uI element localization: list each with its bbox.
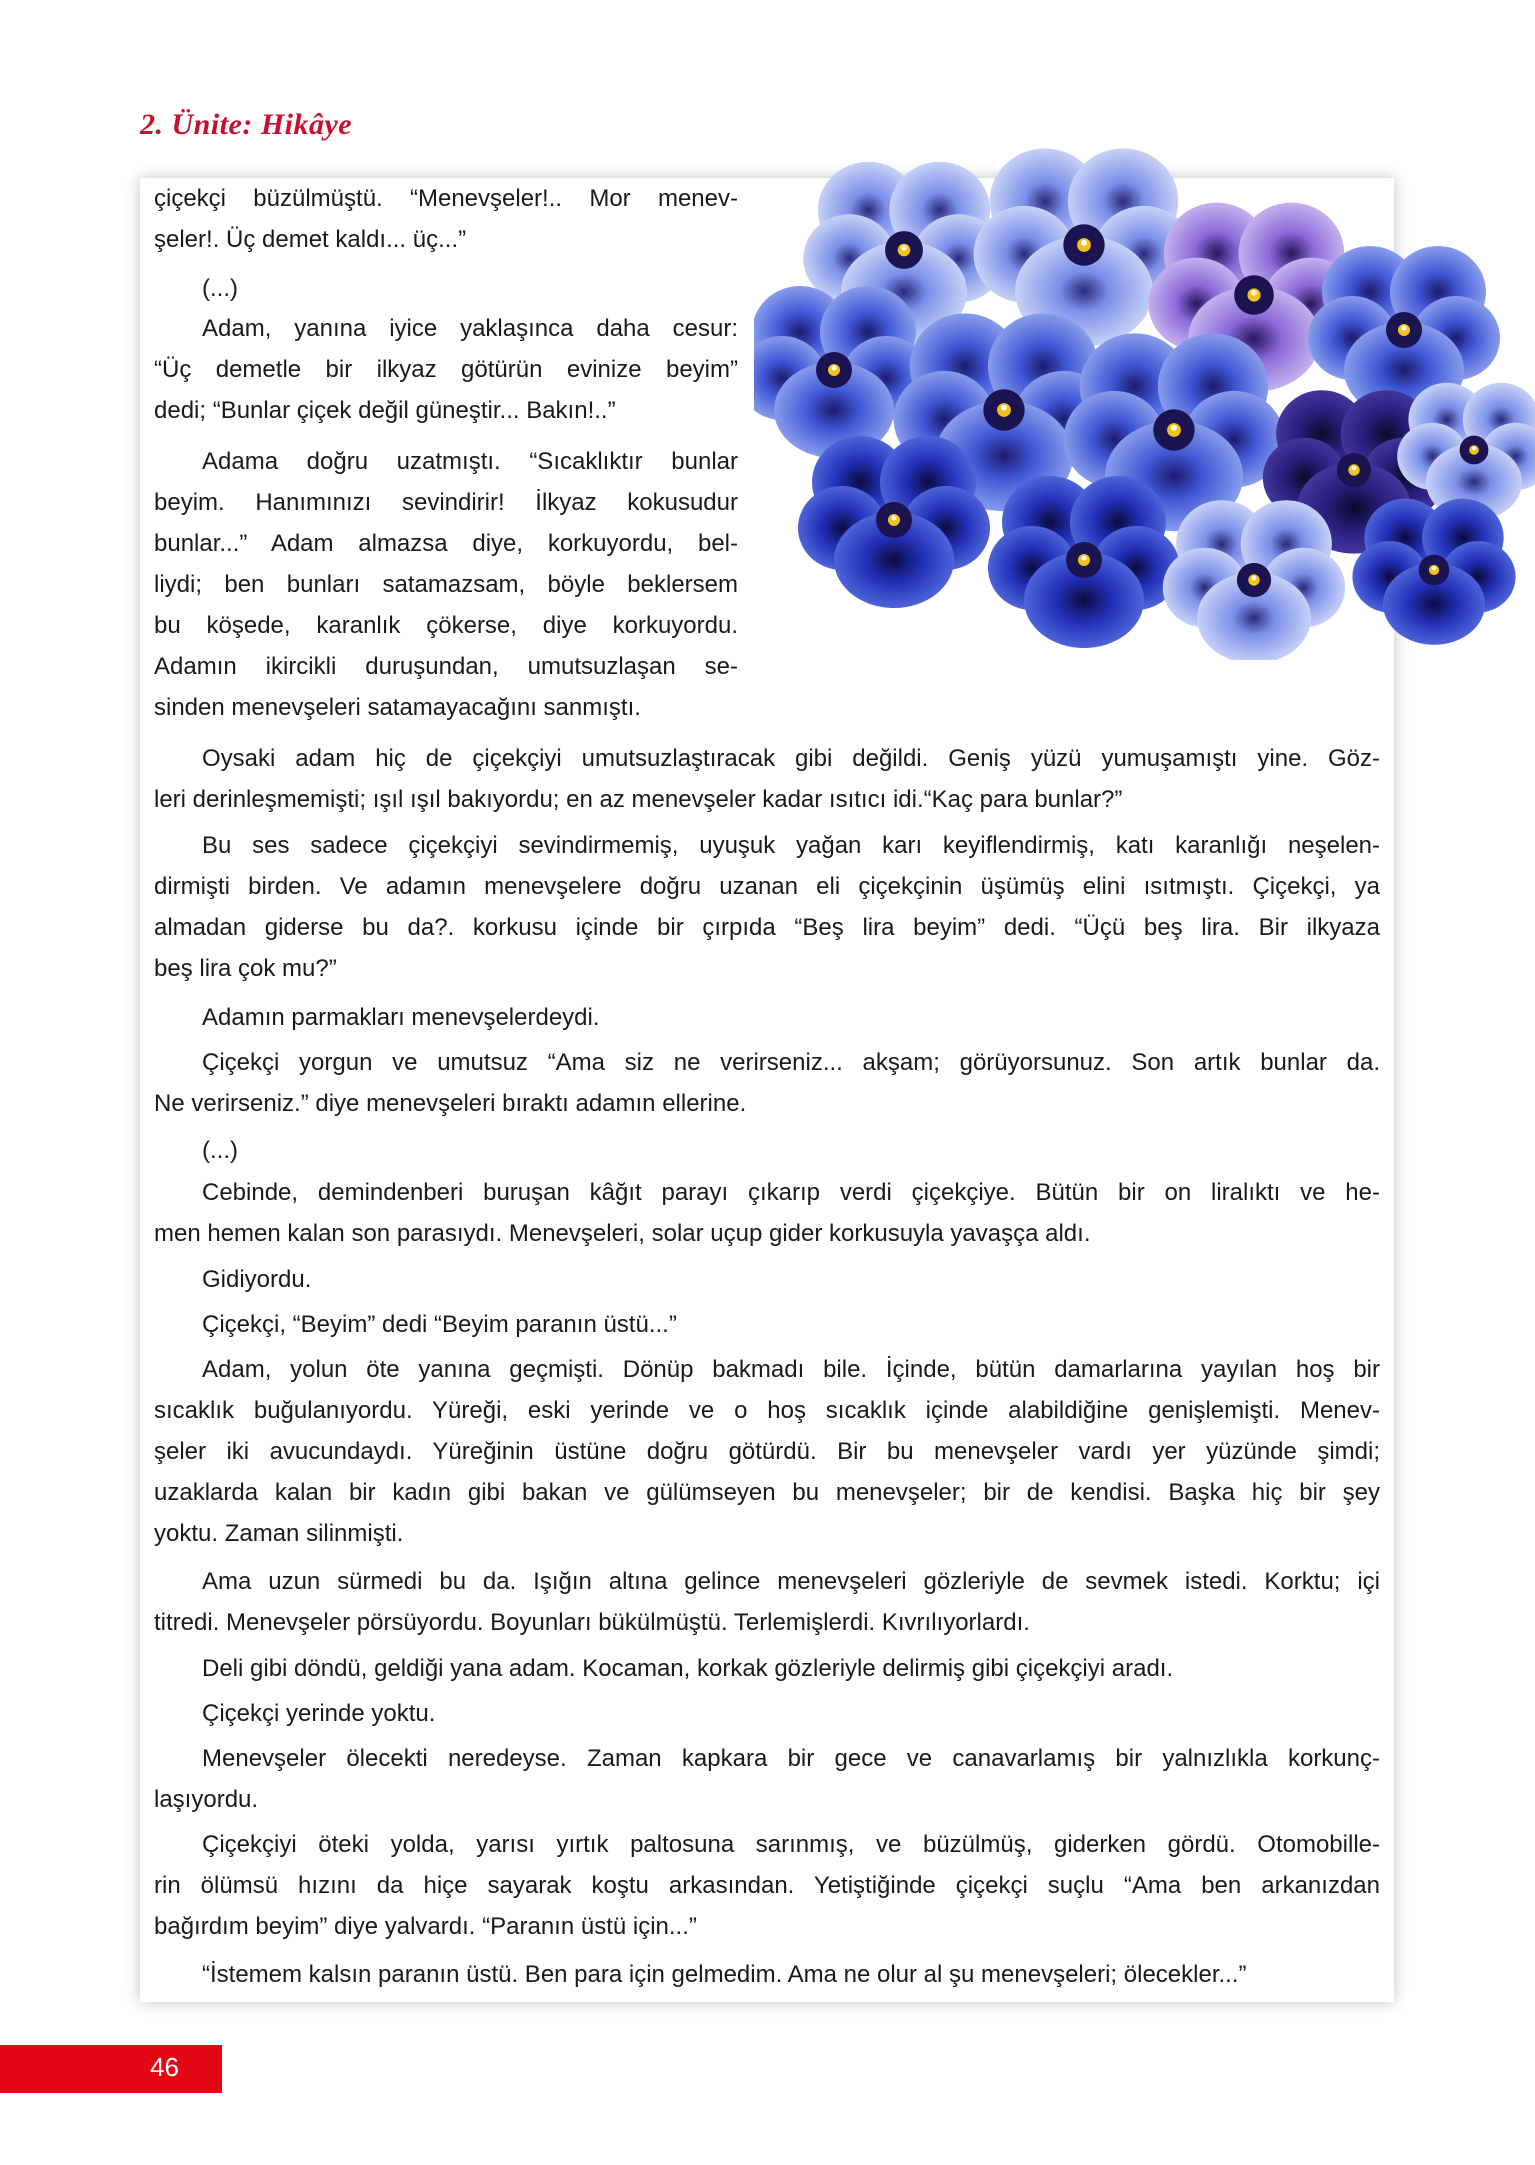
text-line: Ama uzun sürmedi bu da. Işığın altına gelince menevşeleri gözleriyle de sevmek istedi. Korktu; içi <box>202 1568 1380 1595</box>
text-line: Adamın parmakları menevşelerdeydi. <box>202 1004 600 1031</box>
text-line: Adamın ikircikli duruşundan, umutsuzlaşan se- <box>154 653 738 680</box>
paragraph <box>154 1349 1380 1554</box>
text-line: Çiçekçi yorgun ve umutsuz “Ama siz ne verirseniz... akşam; görüyorsunuz. Son artık bunlar da. <box>202 1049 1380 1076</box>
text-line: sıcaklık buğulanıyordu. Yüreği, eski yerinde ve o hoş sıcaklık içinde alabildiğine genişlemişti. Menev- <box>154 1397 1380 1424</box>
text-line: “Üç demetle bir ilkyaz götürün evinize beyim” <box>154 356 738 383</box>
text-line: leri derinleşmemişti; ışıl ışıl bakıyordu; en az menevşeler kadar ısıtıcı idi.“Kaç para bunlar?” <box>154 786 1123 813</box>
text-line: bu köşede, karanlık çökerse, diye korkuyordu. <box>154 612 738 639</box>
paragraph <box>202 997 1380 1038</box>
text-line: Çiçekçi yerinde yoktu. <box>202 1700 436 1727</box>
text-line: dirmişti birden. Ve adamın menevşelere doğru uzanan eli çiçekçinin üşümüş elini ısıtmıştı. Çiçekçi, ya <box>154 873 1380 900</box>
paragraph <box>154 441 738 728</box>
text-line: bunlar...” Adam almazsa diye, korkuyordu, bel- <box>154 530 738 557</box>
text-line: Adam, yanına iyice yaklaşınca daha cesur: <box>202 315 738 342</box>
text-line: rin ölümsü hızını da hiçe sayarak koştu arkasından. Yetiştiğinde çiçekçi suçlu “Ama ben arkanızdan <box>154 1872 1380 1899</box>
text-line: titredi. Menevşeler pörsüyordu. Boyunları bükülmüştü. Terlemişlerdi. Kıvrılıyorlardı. <box>154 1609 1030 1636</box>
violets-bouquet-illustration <box>754 130 1535 660</box>
text-line: Ne verirseniz.” diye menevşeleri bıraktı adamın ellerine. <box>154 1090 747 1117</box>
paragraph <box>202 1259 1380 1300</box>
text-line: bağırdım beyim” diye yalvardı. “Paranın üstü için...” <box>154 1913 697 1940</box>
unit-title: 2. Ünite: Hikâye <box>140 108 353 141</box>
text-line: sinden menevşeleri satamayacağını sanmıştı. <box>154 694 641 721</box>
text-line: liydi; ben bunları satamazsam, böyle beklersem <box>154 571 738 598</box>
text-line: Deli gibi döndü, geldiği yana adam. Kocaman, korkak gözleriyle delirmiş gibi çiçekçiyi aradı. <box>202 1655 1174 1682</box>
paragraph <box>202 268 738 309</box>
paragraph <box>154 178 738 260</box>
text-line: dedi; “Bunlar çiçek değil güneştir... Bakın!..” <box>154 397 616 424</box>
text-line: Cebinde, demindenberi buruşan kâğıt parayı çıkarıp verdi çiçekçiye. Bütün bir on liralıktı ve he- <box>202 1179 1380 1206</box>
paragraph <box>154 308 738 431</box>
text-line: Adam, yolun öte yanına geçmişti. Dönüp bakmadı bile. İçinde, bütün damarlarına yayılan hoş bir <box>202 1356 1380 1383</box>
text-line: laşıyordu. <box>154 1786 259 1813</box>
paragraph <box>154 1738 1380 1820</box>
text-line: Menevşeler ölecekti neredeyse. Zaman kapkara bir gece ve canavarlamış bir yalnızlıkla korkunç- <box>202 1745 1380 1772</box>
paragraph <box>154 738 1380 820</box>
text-line: beş lira çok mu?” <box>154 955 337 982</box>
paragraph <box>154 1172 1380 1254</box>
text-line: şeler iki avucundaydı. Yüreğinin üstüne doğru götürdü. Bir bu menevşeler vardı yer yüzünde şimdi; <box>154 1438 1380 1465</box>
text-line: “İstemem kalsın paranın üstü. Ben para için gelmedim. Ama ne olur al şu menevşeleri; ölecekler...” <box>202 1961 1247 1988</box>
text-line: beyim. Hanımınızı sevindirir! İlkyaz kokusudur <box>154 489 738 516</box>
text-line: (...) <box>202 1137 238 1164</box>
paragraph <box>202 1130 1380 1171</box>
text-line: Çiçekçiyi öteki yolda, yarısı yırtık paltosuna sarınmış, ve büzülmüş, giderken gördü. Otomobille- <box>202 1831 1380 1858</box>
text-line: Bu ses sadece çiçekçiyi sevindirmemiş, uyuşuk yağan karı keyiflendirmiş, katı karanlığı neşelen- <box>202 832 1380 859</box>
text-line: almadan giderse bu da?. korkusu içinde bir çırpıda “Beş lira beyim” dedi. “Üçü beş lira. Bir ilkyaza <box>154 914 1380 941</box>
text-line: çiçekçi büzülmüştü. “Menevşeler!.. Mor menev- <box>154 185 738 212</box>
text-line: Çiçekçi, “Beyim” dedi “Beyim paranın üstü...” <box>202 1311 677 1338</box>
paragraph <box>154 825 1380 989</box>
paragraph <box>202 1304 1380 1345</box>
text-line: Adama doğru uzatmıştı. “Sıcaklıktır bunlar <box>202 448 738 475</box>
text-line: uzaklarda kalan bir kadın gibi bakan ve gülümseyen bu menevşeler; bir de kendisi. Başka hiç bir şey <box>154 1479 1380 1506</box>
text-line: Oysaki adam hiç de çiçekçiyi umutsuzlaştıracak gibi değildi. Geniş yüzü yumuşamıştı yine. Göz- <box>202 745 1380 772</box>
text-line: şeler!. Üç demet kaldı... üç...” <box>154 226 467 253</box>
text-line: yoktu. Zaman silinmişti. <box>154 1520 404 1547</box>
page-number-box <box>0 2045 222 2093</box>
text-line: (...) <box>202 275 238 302</box>
paragraph <box>202 1648 1380 1689</box>
paragraph <box>154 1824 1380 1947</box>
text-line: men hemen kalan son parasıydı. Menevşeleri, solar uçup gider korkusuyla yavaşça aldı. <box>154 1220 1091 1247</box>
page-number: 46 <box>150 2052 179 2082</box>
text-line: Gidiyordu. <box>202 1266 312 1293</box>
paragraph <box>202 1693 1380 1734</box>
paragraph <box>154 1561 1380 1643</box>
paragraph <box>202 1954 1380 1995</box>
paragraph <box>154 1042 1380 1124</box>
